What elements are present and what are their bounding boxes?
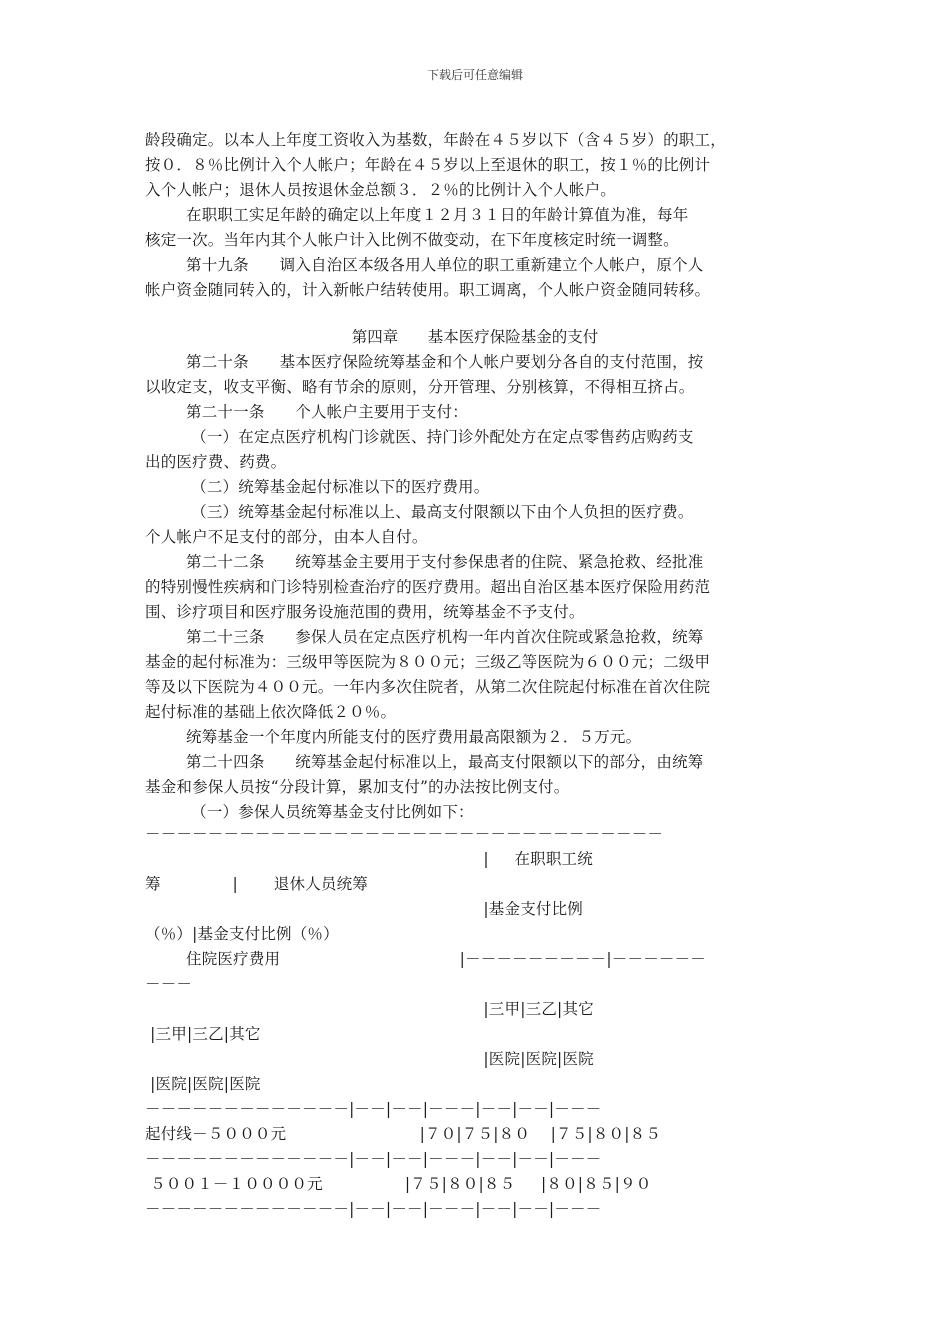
text-line: （一）参保人员统筹基金支付比例如下：	[145, 803, 474, 821]
text-line: （一）在定点医疗机构门诊就医、持门诊外配处方在定点零售药店购药支	[145, 428, 694, 446]
chapter-title: 第四章 基本医疗保险基金的支付	[351, 328, 599, 346]
text-line: 第二十四条 统筹基金起付标准以上，最高支付限额以下的部分，由统筹	[145, 753, 704, 771]
table-line: （％）|基金支付比例（％）	[145, 925, 339, 943]
text-line: （二）统筹基金起付标准以下的医疗费用。	[145, 478, 490, 496]
text-line: 第二十一条 个人帐户主要用于支付：	[145, 403, 468, 421]
table-line: |医院|医院|医院	[145, 1050, 594, 1068]
text-line: 第十九条 调入自治区本级各用人单位的职工重新建立个人帐户，原个人	[145, 256, 704, 274]
table-line: |医院|医院|医院	[145, 1075, 261, 1093]
text-line: 围、诊疗项目和医疗服务设施范围的费用，统筹基金不予支付。	[145, 603, 585, 621]
text-line: 个人帐户不足支付的部分，由本人自付。	[145, 528, 428, 546]
text-line: 的特别慢性疾病和门诊特别检查治疗的医疗费用。超出自治区基本医疗保险用药范	[145, 578, 711, 596]
text-line: 起付标准的基础上依次降低２０％。	[145, 703, 397, 721]
table-line: |三甲|三乙|其它	[145, 1025, 261, 1043]
text-line: 第二十三条 参保人员在定点医疗机构一年内首次住院或紧急抢救，统筹	[145, 628, 704, 646]
text-line: 基金的起付标准为：三级甲等医院为８００元；三级乙等医院为６００元；二级甲	[145, 653, 711, 671]
table-line: －－－	[145, 975, 193, 993]
text-line: 出的医疗费、药费。	[145, 453, 287, 471]
text-line: 按０．８％比例计入个人帐户；年龄在４５岁以上至退休的职工，按１％的比例计	[145, 156, 711, 174]
text-line: 第二十条 基本医疗保险统筹基金和个人帐户要划分各自的支付范围，按	[145, 353, 704, 371]
text-line: 在职职工实足年龄的确定以上年度１２月３１日的年龄计算值为准，每年	[145, 206, 689, 224]
text-line: 帐户资金随同转入的，计入新帐户结转使用。职工调离，个人帐户资金随同转移。	[145, 281, 711, 299]
text-line: 统筹基金一个年度内所能支付的医疗费用最高限额为２．５万元。	[145, 728, 642, 746]
page-header: 下载后可任意编辑	[426, 68, 523, 82]
table-line: 住院医疗费用 |－－－－－－－－－|－－－－－－	[145, 950, 707, 968]
text-line: 核定一次。当年内其个人帐户计入比例不做变动，在下年度核定时统一调整。	[145, 231, 679, 249]
table-line: |三甲|三乙|其它	[145, 1000, 594, 1018]
text-line: （三）统筹基金起付标准以上、最高支付限额以下由个人负担的医疗费。	[145, 503, 694, 521]
text-line: 基金和参保人员按“分段计算，累加支付”的办法按比例支付。	[145, 778, 570, 796]
table-rule: －－－－－－－－－－－－－|－－|－－|－－－|－－|－－|－－－	[145, 1200, 602, 1218]
text-line: 入个人帐户；退休人员按退休金总额３．２％的比例计入个人帐户。	[145, 181, 617, 199]
table-line: |基金支付比例	[145, 900, 584, 918]
text-line: 等及以下医院为４００元。一年内多次住院者，从第二次住院起付标准在首次住院	[145, 678, 711, 696]
text-line: 龄段确定。以本人上年度工资收入为基数，年龄在４５岁以下（含４５岁）的职工，	[145, 131, 726, 149]
table-rule: －－－－－－－－－－－－－|－－|－－|－－－|－－|－－|－－－	[145, 1100, 602, 1118]
table-line: 筹 | 退休人员统筹	[145, 875, 368, 893]
table-line: | 在职职工统	[145, 850, 593, 868]
text-line: 第二十二条 统筹基金主要用于支付参保患者的住院、紧急抢救、经批准	[145, 553, 704, 571]
table-row: ５００１－１００００元 |７５|８０|８５ |８０|８５|９０	[145, 1175, 652, 1193]
table-rule: －－－－－－－－－－－－－|－－|－－|－－－|－－|－－|－－－	[145, 1150, 602, 1168]
table-rule: －－－－－－－－－－－－－－－－－－－－－－－－－－－－－－－－－	[145, 825, 664, 843]
text-line: 以收定支，收支平衡、略有节余的原则，分开管理、分别核算，不得相互挤占。	[145, 378, 695, 396]
table-row: 起付线－５０００元 |７０|７５|８０ |７５|８０|８５	[145, 1125, 662, 1143]
